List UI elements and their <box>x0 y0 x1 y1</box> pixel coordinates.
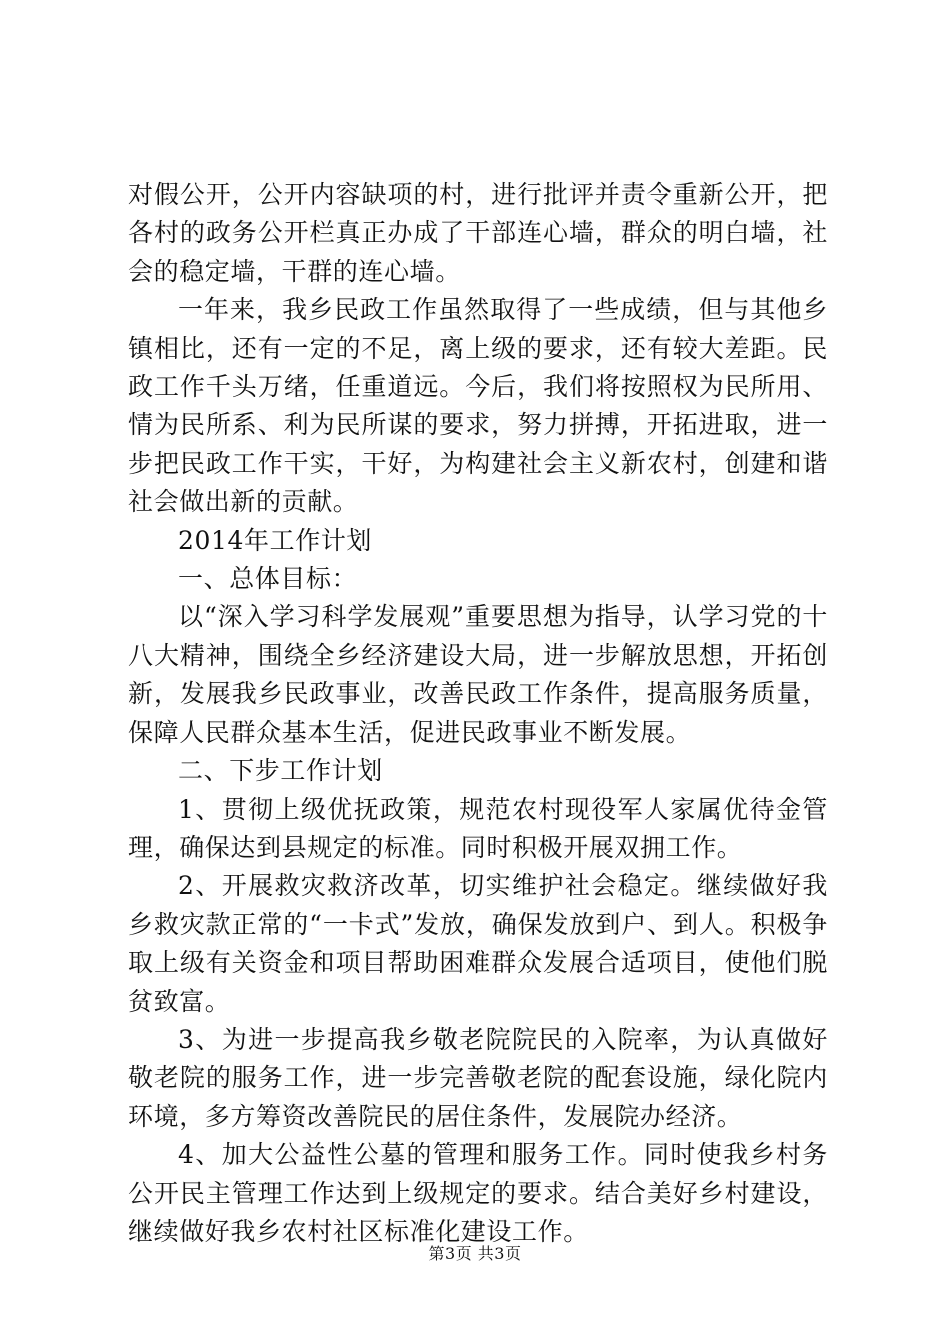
paragraph-continuation: 对假公开，公开内容缺项的村，进行批评并责令重新公开，把各村的政务公开栏真正办成了干部连心墙，群众的明白墙，社会的稳定墙，干群的连心墙。 <box>128 180 828 286</box>
plan-item-4: 4、加大公益性公墓的管理和服务工作。同时使我乡村务公开民主管理工作达到上级规定的要求。结合美好乡村建设，继续做好我乡农村社区标准化建设工作。 <box>128 1140 828 1246</box>
plan-item-1: 1、贯彻上级优抚政策，规范农村现役军人家属优待金管理，确保达到县规定的标准。同时积极开展双拥工作。 <box>128 794 828 862</box>
plan-title: 2014年工作计划 <box>178 525 373 555</box>
plan-item-2: 2、开展救灾救济改革，切实维护社会稳定。继续做好我乡救灾款正常的“一卡式”发放，确保发放到户、到人。积极争取上级有关资金和项目帮助困难群众发展合适项目，使他们脱贫致富。 <box>128 871 828 1016</box>
section-heading-overall-goal: 一、总体目标： <box>178 564 358 594</box>
plan-item-3: 3、为进一步提高我乡敬老院院民的入院率，为认真做好敬老院的服务工作，进一步完善敬老院的配套设施，绿化院内环境，多方筹资改善院民的居住条件，发展院办经济。 <box>128 1024 828 1131</box>
page-footer: 第3页 共3页 <box>428 1244 522 1263</box>
document-body <box>128 176 828 1251</box>
section-heading-next-steps: 二、下步工作计划 <box>178 756 383 786</box>
paragraph-summary: 一年来，我乡民政工作虽然取得了一些成绩，但与其他乡镇相比，还有一定的不足，离上级的要求，还有较大差距。民政工作千头万绪，任重道远。今后，我们将按照权为民所用、情为民所系、利为民所谋的要求，努力拼搏，开拓进取，进一步把民政工作干实，干好，为构建社会主义新农村，创建和谐社会做出新的贡献。 <box>128 295 828 517</box>
paragraph-overall-goal: 以“深入学习科学发展观”重要思想为指导，认学习党的十八大精神，围绕全乡经济建设大局，进一步解放思想，开拓创新，发展我乡民政事业，改善民政工作条件，提高服务质量，保障人民群众基本生活，促进民政事业不断发展。 <box>128 602 828 747</box>
